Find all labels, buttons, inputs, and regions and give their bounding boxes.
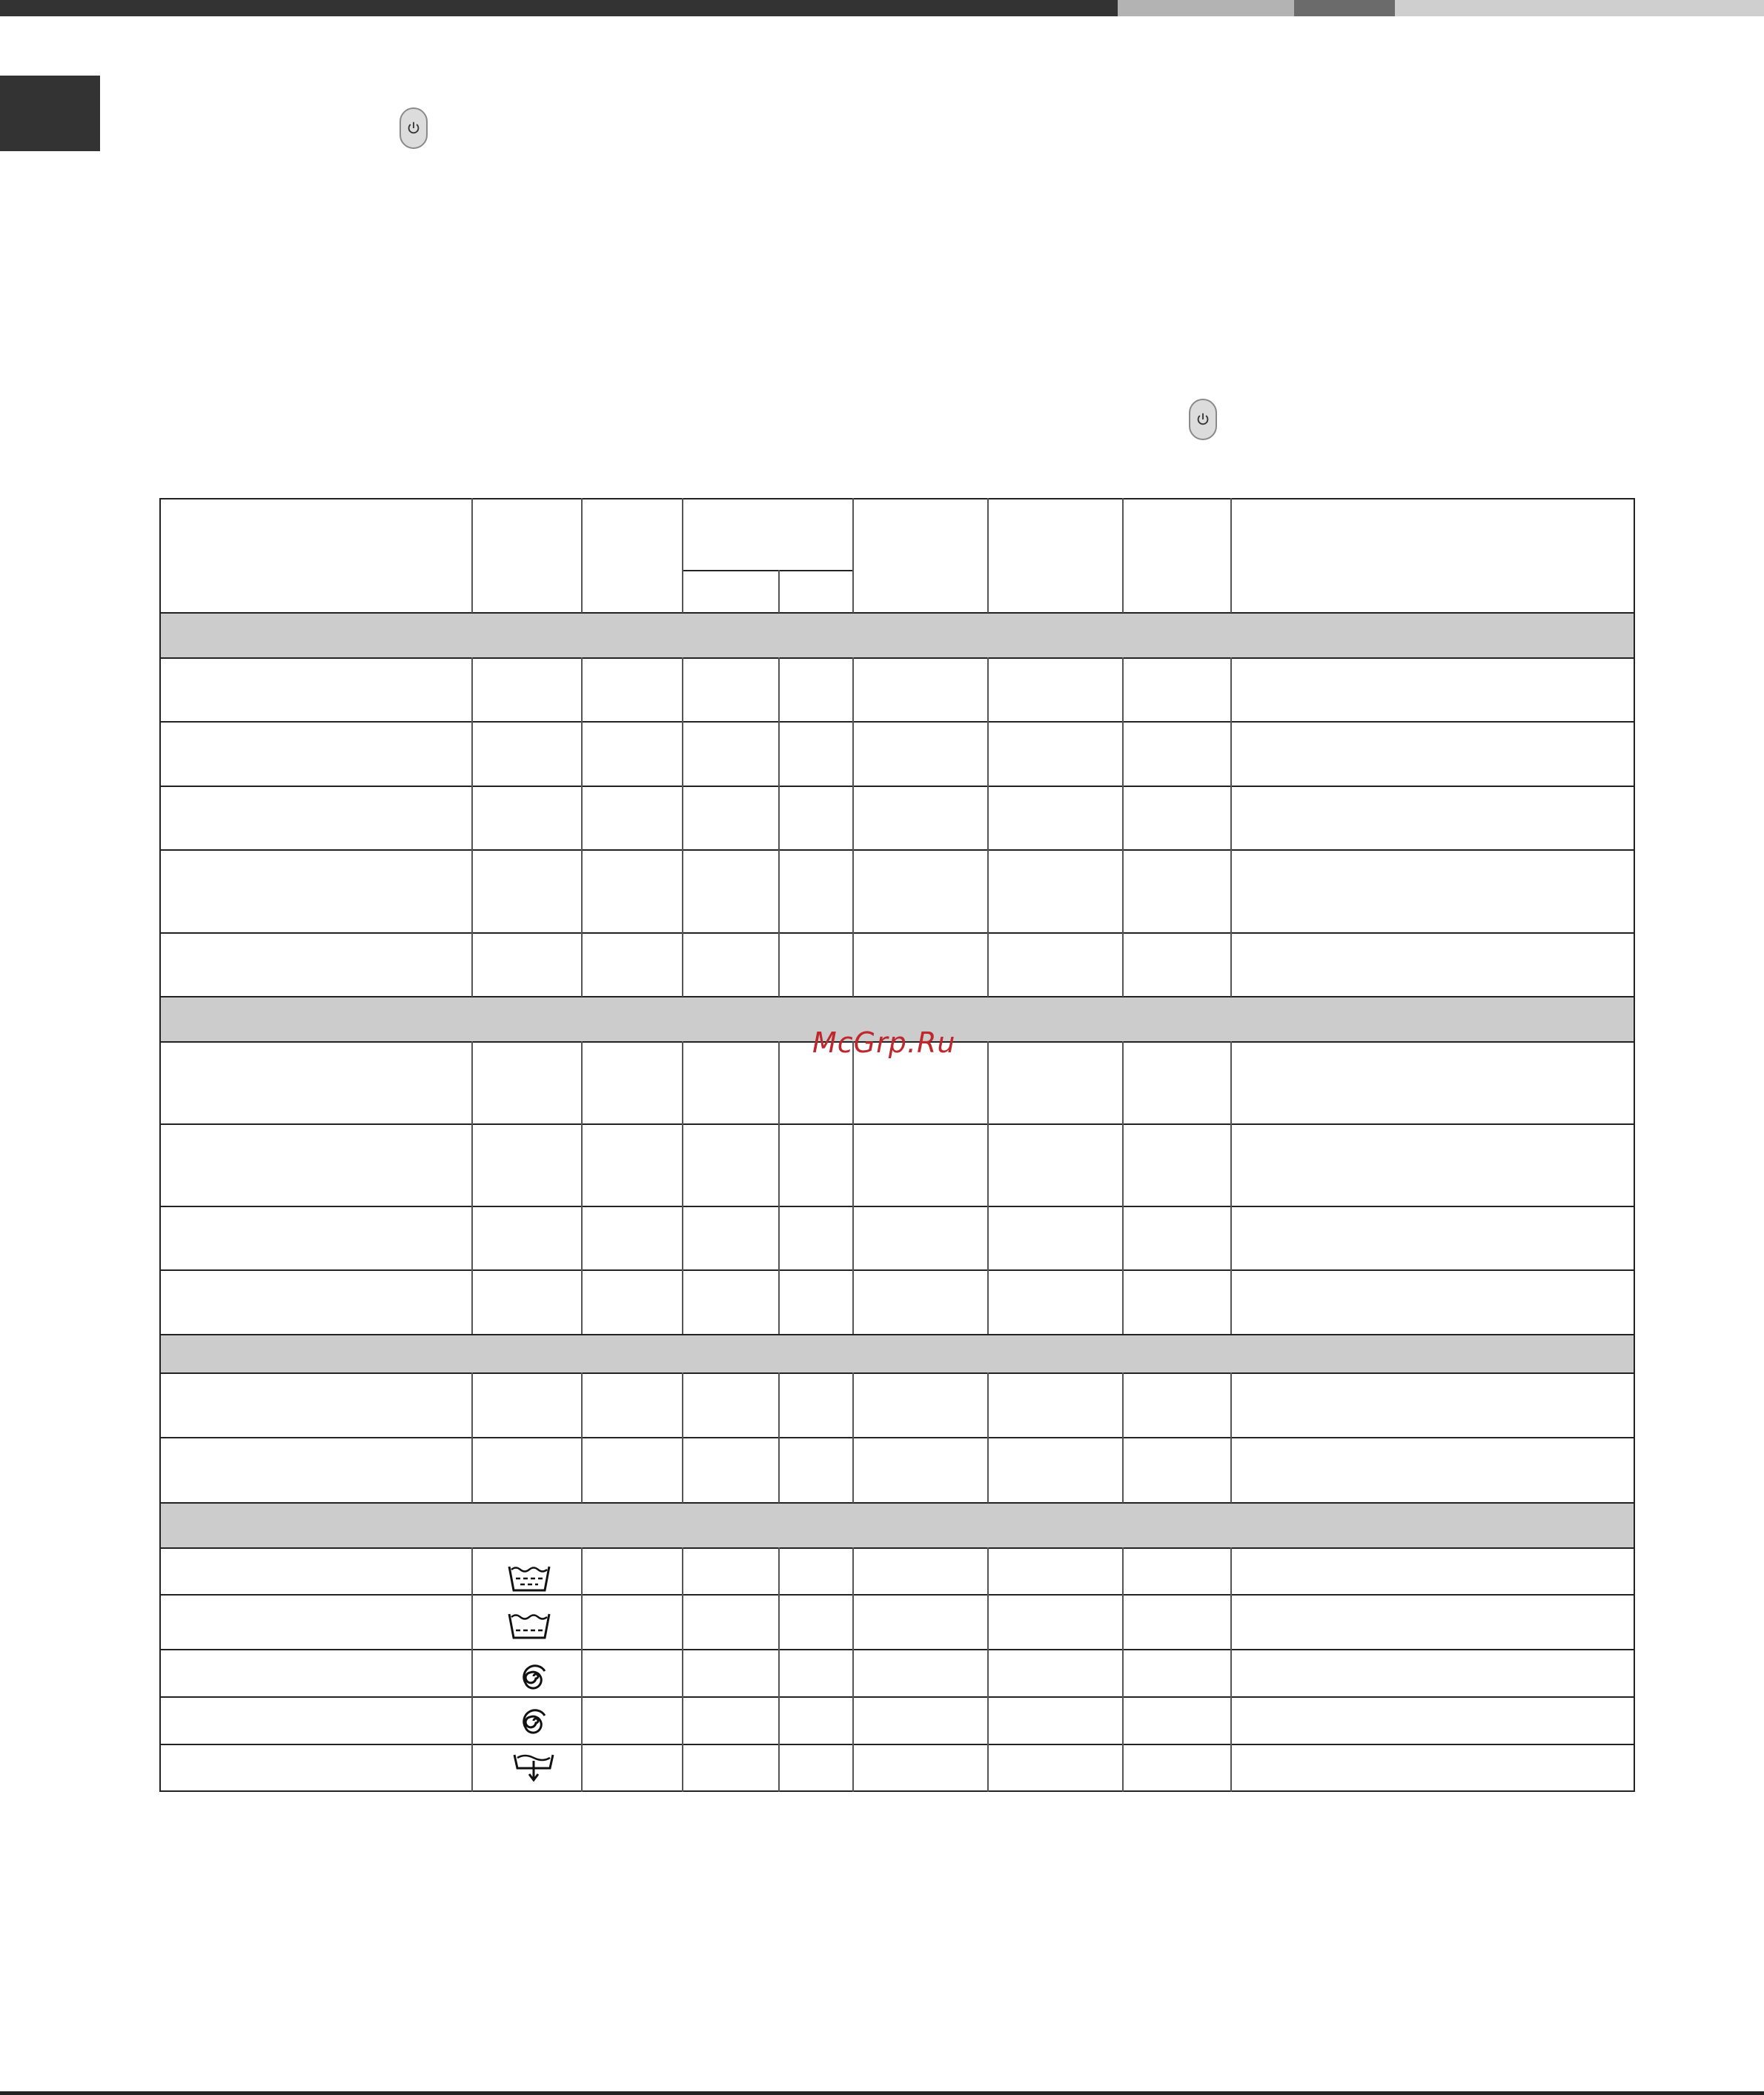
spin-icon [511, 1704, 556, 1737]
wash-basin-icon [507, 1562, 551, 1595]
power-icon [1195, 411, 1211, 428]
header-bar-dark [0, 0, 1118, 16]
power-icon [405, 120, 422, 136]
drain-icon [511, 1750, 556, 1783]
section-band [160, 1503, 1635, 1547]
header-bar-mid [1294, 0, 1395, 16]
watermark: McGrp.Ru [812, 1026, 956, 1059]
language-tab [0, 76, 100, 151]
header-bar-pale [1395, 0, 1764, 16]
power-button[interactable] [399, 107, 428, 149]
footer-rule [0, 2091, 1764, 2095]
power-button[interactable] [1189, 399, 1217, 440]
section-band [160, 1334, 1635, 1372]
spin-icon [511, 1660, 556, 1693]
section-band [160, 613, 1635, 657]
wash-basin-gentle-icon [507, 1610, 551, 1642]
header-bar-light [1118, 0, 1294, 16]
